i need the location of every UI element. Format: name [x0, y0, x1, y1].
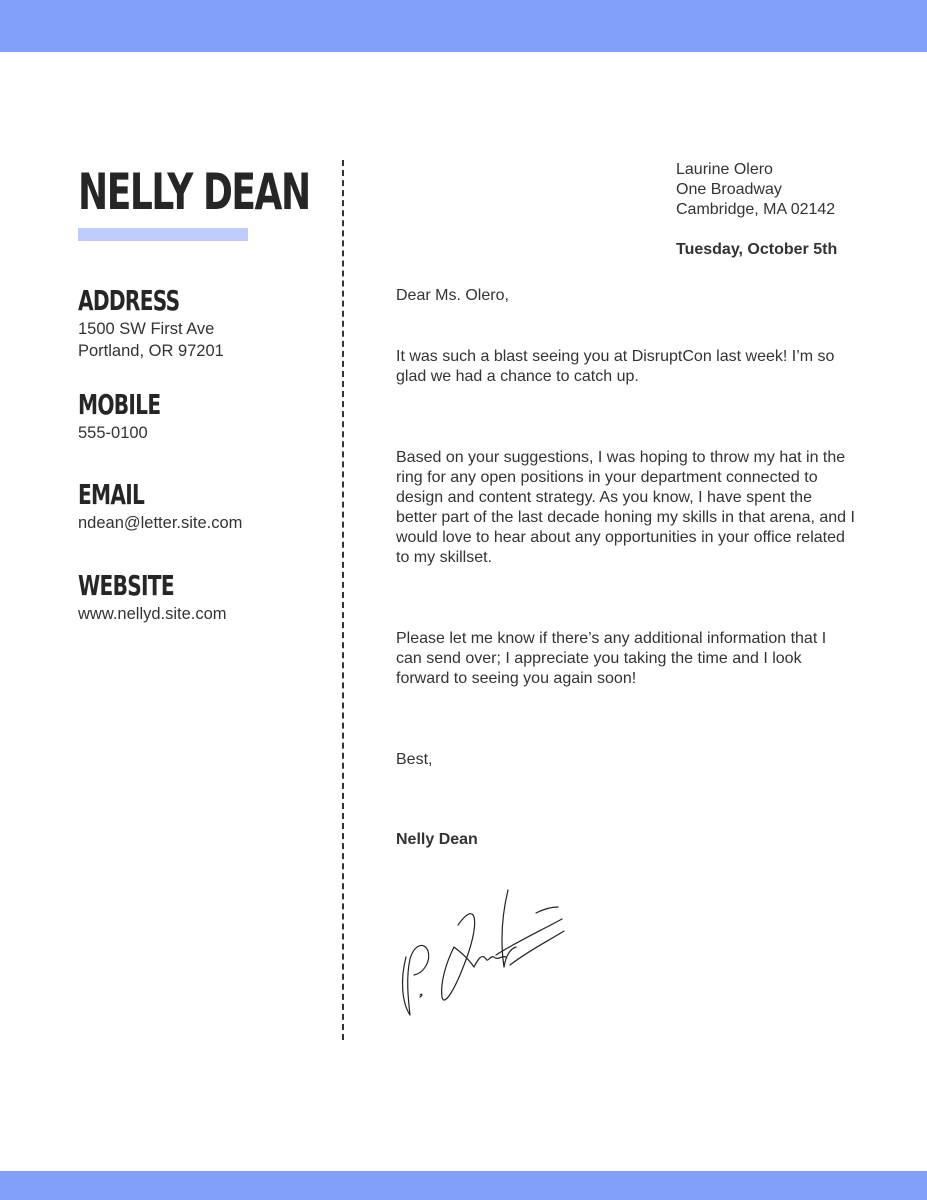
address-line-2: Portland, OR 97201 — [78, 342, 224, 360]
name-underline-bar — [78, 228, 248, 241]
recipient-name: Laurine Olero — [676, 161, 773, 178]
email-section — [78, 478, 242, 534]
website-heading: WEBSITE — [78, 569, 174, 602]
email-heading: EMAIL — [78, 478, 145, 511]
recipient-address — [676, 160, 835, 220]
letter-paragraph: Based on your suggestions, I was hoping to throw my hat in the ring for any open positions in your department connected to design and content strategy. As you know, I have spent the better part of the last decade honing my skills in that arena, and I would love to hear about any opportunities in your office related to my skillset. — [396, 449, 855, 566]
recipient-street: One Broadway — [676, 181, 782, 198]
bottom-accent-band — [0, 1171, 927, 1200]
letter-paragraph: It was such a blast seeing you at DisruptCon last week! I’m so glad we had a chance to catch up. — [396, 348, 835, 385]
sender-name: NELLY DEAN — [78, 163, 310, 221]
handwritten-signature — [398, 885, 568, 1020]
mobile-number: 555-0100 — [78, 424, 148, 442]
recipient-city: Cambridge, MA 02142 — [676, 201, 836, 218]
address-line-1: 1500 SW First Ave — [78, 320, 215, 338]
top-accent-band — [0, 0, 927, 52]
closing: Best, — [396, 751, 433, 768]
letter-date: Tuesday, October 5th — [676, 241, 838, 258]
website-url: www.nellyd.site.com — [78, 605, 227, 623]
address-heading: ADDRESS — [78, 284, 180, 317]
mobile-heading: MOBILE — [78, 388, 161, 421]
email-address: ndean@letter.site.com — [78, 514, 243, 532]
mobile-section — [78, 388, 192, 444]
website-section — [78, 569, 227, 625]
salutation: Dear Ms. Olero, — [396, 287, 509, 304]
column-divider — [342, 160, 344, 1040]
address-section — [78, 284, 224, 362]
letter-paragraph: Please let me know if there’s any additional information that I can send over; I appreciate you taking the time and I look forward to seeing you again soon! — [396, 630, 827, 687]
signer-name: Nelly Dean — [396, 831, 478, 848]
